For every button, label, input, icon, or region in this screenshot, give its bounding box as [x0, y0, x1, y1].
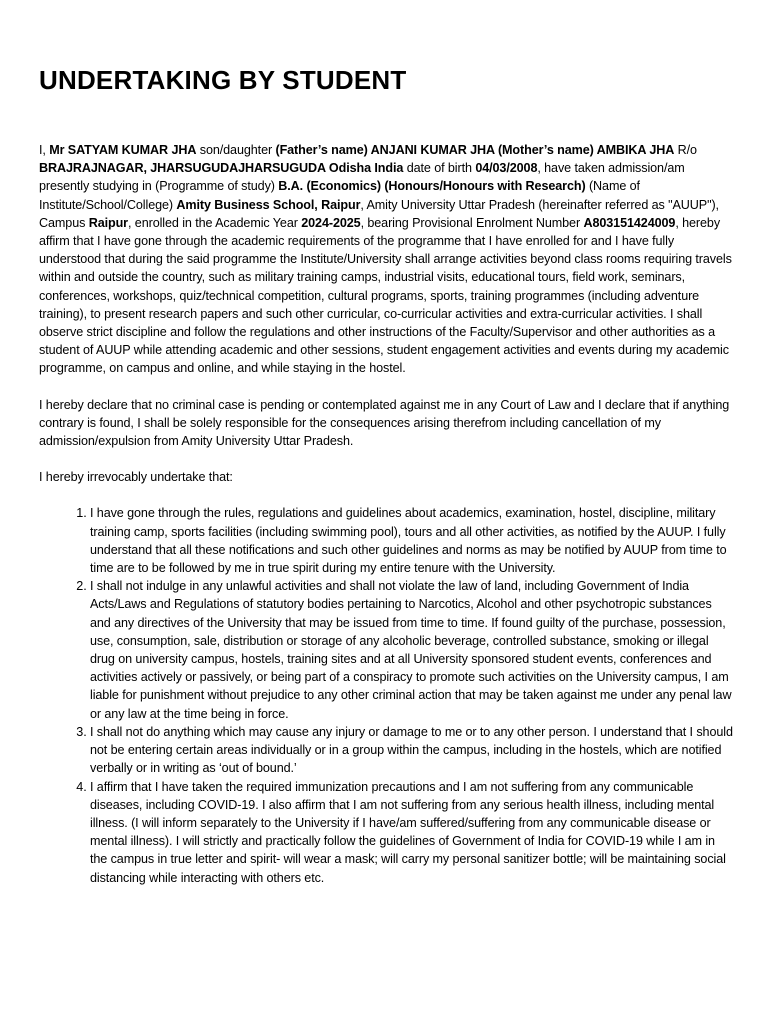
intro-text: , Amity University Uttar Pradesh (hereinafter referred as "AUUP"), Campus — [39, 197, 719, 230]
intro-text: I, — [39, 143, 50, 157]
document-title: UNDERTAKING BY STUDENT — [39, 65, 407, 95]
intro-text: , hereby affirm that I have gone through the academic requirements of the programme that I have enrolled for and I have fully understood that during the said programme the Institute/University shall arrange activities beyond class rooms requiring travels within and outside the country, such as military training camps, industrial visits, educational tours, field work, seminars, conferences, workshops, quiz/technical competition, cultural programs, sports, training programmes (including adventure training), to present research papers and such other curricular, co-curricular activities and extra-curricular activities. I shall observe strict discipline and follow the regulations and other instructions of the Faculty/Supervisor and other authorities as a student of AUUP while attending academic and other sessions, student engagement activities and events during my academic programme, on campus and online, and while staying in the hostel. — [39, 215, 732, 376]
intro-text: son/daughter — [196, 143, 276, 157]
undertake-intro: I hereby irrevocably undertake that: — [39, 470, 233, 485]
document-page — [39, 64, 733, 887]
undertaking-list — [39, 504, 733, 886]
list-item: 1. I have gone through the rules, regulations and guidelines about academics, examination, hostel, discipline, military training camp, sports facilities (including swimming pool), tours and all other activities, as notified by the AUUP. I fully understand that all these notifications and such other guidelines and norms as may be notified by AUUP from time to time are to be followed by me in true spirit during my entire tenure with the University. — [90, 504, 733, 577]
document-body — [39, 141, 733, 887]
intro-text: date of birth — [403, 161, 476, 176]
student-name: Mr SATYAM KUMAR JHA — [49, 143, 197, 157]
enrolment-number: A803151424009 — [583, 215, 676, 230]
programme-of-study: B.A. (Economics) (Honours/Honours with Research) — [278, 179, 586, 194]
intro-text: , bearing Provisional Enrolment Number — [360, 215, 584, 230]
academic-year: 2024-2025 — [301, 215, 361, 230]
intro-paragraph — [39, 141, 733, 378]
intro-text: (Name of Institute/School/College) — [39, 179, 640, 212]
date-of-birth: 04/03/2008 — [475, 161, 538, 176]
intro-text: , enrolled in the Academic Year — [128, 215, 302, 230]
institute-name: Amity Business School, Raipur — [176, 197, 361, 212]
intro-text: R/o — [674, 143, 697, 157]
parents-names: (Father’s name) ANJANI KUMAR JHA (Mother’s name) AMBIKA JHA — [275, 143, 675, 157]
list-item: 4. I affirm that I have taken the required immunization precautions and I am not suffering from any communicable diseases, including COVID-19. I also affirm that I am not suffering from any serious health illness, including mental illness. (I will inform separately to the University if I have/am suffered/suffering from any communicable disease or mental illness). I will strictly and practically follow the guidelines of Government of India for COVID-19 while I am in the campus in true letter and spirit- will wear a mask; will carry my personal sanitizer bottle; will be maintaining social distancing while interacting with others etc. — [90, 778, 733, 887]
campus-name: Raipur — [88, 215, 128, 230]
list-item: 2. I shall not indulge in any unlawful activities and shall not violate the law of land, including Government of India Acts/Laws and Regulations of statutory bodies pertaining to Narcotics, Alcohol and other psychotropic substances and any directives of the University that may be issued from time to time. If found guilty of the purchase, possession, use, consumption, sale, distribution or storage of any alcoholic beverage, controlled substance, smoking or illegal drug on university campus, hostels, training sites and at all University sponsored student events, conferences and activities actively or passively, or being part of a conspiracy to promote such activities on the University campus, I am liable for punishment without prejudice to any other criminal action that may be taken against me under any penal law or any law at the time being in force. — [90, 577, 733, 723]
declaration-paragraph: I hereby declare that no criminal case is pending or contemplated against me in any Court of Law and I declare that if anything contrary is found, I shall be solely responsible for the consequences arising therefrom including cancellation of my admission/expulsion from Amity University Uttar Pradesh. — [39, 397, 730, 449]
residence: BRAJRAJNAGAR, JHARSUGUDAJHARSUGUDA Odisha India — [39, 161, 404, 176]
list-item: 3. I shall not do anything which may cause any injury or damage to me or to any other person. I understand that I should not be entering certain areas individually or in a group within the campus, including in the hostels, which are notified verbally or in writing as ‘out of bound.’ — [90, 723, 733, 778]
intro-text: , have taken admission/am presently studying in (Programme of study) — [39, 161, 685, 194]
